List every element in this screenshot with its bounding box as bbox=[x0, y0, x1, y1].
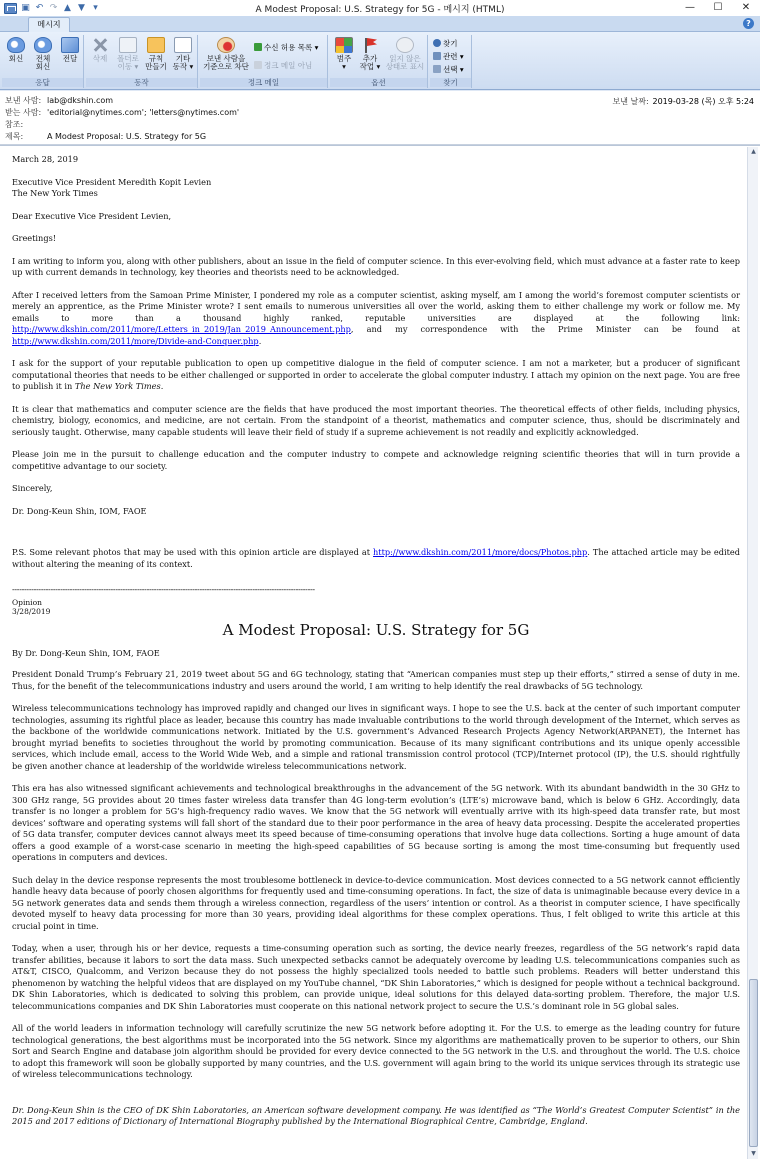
message-content bbox=[12, 154, 740, 1139]
article-paragraph-4: Such delay in the device response represents the most troublesome bottleneck in device-to-device communication. Most devices connected to a 5G network cannot efficiently handle heavy data because of poorly chosen algorithms for frequently used and time-consuming operations. In fact, the size of data is unimaginable because every device in a 5G network generates data and sends them through a wireless connection, regardless of the users’ intention or control. As a theorist in computer science, I have specifically devoted myself to heavy data processing for more than 30 years, providing ideal algorithms for these complex operations. Thus, I felt obliged to write this article at this crucial point in time. bbox=[12, 874, 740, 931]
forward-button[interactable]: 전달 bbox=[58, 35, 82, 63]
subject-row bbox=[5, 131, 206, 143]
to-row bbox=[5, 107, 239, 119]
subject-label: 제목: bbox=[5, 132, 24, 141]
help-icon[interactable]: ? bbox=[743, 18, 754, 29]
flag-icon bbox=[361, 37, 379, 53]
cc-label: 참조: bbox=[5, 120, 24, 129]
subject-value: A Modest Proposal: U.S. Strategy for 5G bbox=[47, 132, 207, 141]
related-button[interactable]: 관련 ▾ bbox=[433, 52, 464, 61]
article-paragraph-5: Today, when a user, through his or her device, requests a time-consuming operation such as sorting, the device nearly freezes, regardless of the 5G network’s rapid data transfer abilities, because it labors to sort the data mass. Such unexpected setbacks cannot be adequately overcome by leading U.S. telecommunications companies such as AT&T, CISCO, Qualcomm, and Verizon because they do not possess the highly specialized tools needed to battle such problems. Readers will better understand this phenomenon by watching the helpful videos that are displayed on my YouTube channel, “DK Shin Laboratories,” which is designed for people without a technical background. DK Shin Laboratories, which is dedicated to solving this problem, can provide unique, ideal solutions for this delayed data-sorting problem. Therefore, the major U.S. telecommunications companies and DK Shin Laboratories must cooperate on this national network project to secure the U.S.’s dominant role in 5G global sales. bbox=[12, 943, 740, 1011]
sent-label: 보낸 날짜: bbox=[612, 97, 649, 106]
ribbon-group-junk bbox=[200, 35, 328, 88]
document-icon bbox=[174, 37, 192, 53]
close-button[interactable]: ✕ bbox=[741, 2, 751, 13]
reply-all-button[interactable]: 전체 회신 bbox=[30, 35, 56, 71]
scrollbar-thumb[interactable] bbox=[749, 979, 758, 1147]
outlook-message-icon[interactable] bbox=[4, 3, 17, 14]
delete-icon bbox=[91, 37, 109, 53]
sent-row bbox=[612, 96, 754, 107]
related-icon bbox=[433, 52, 441, 60]
ribbon bbox=[0, 32, 760, 90]
group-label-respond: 응답 bbox=[2, 78, 83, 87]
reply-icon bbox=[7, 37, 25, 53]
other-actions-button[interactable]: 기타 동작 ▾ bbox=[170, 35, 196, 71]
block-sender-icon bbox=[217, 37, 235, 53]
letter-paragraph-4: It is clear that mathematics and computer science are the fields that have produced the most important theories. The theoretical effects of other fields, including physics, chemistry, biology, economics, and medicine, are not certain. From the standpoint of a theorist, mathematics and computer science, thus, should be discriminately and seriously taught. Otherwise, many capable students will leave their field of study if a supreme achievement is not readily and explicitly acknowledged. bbox=[12, 403, 740, 437]
rules-icon bbox=[147, 37, 165, 53]
vertical-scrollbar[interactable] bbox=[747, 147, 758, 1159]
reply-button[interactable]: 회신 bbox=[4, 35, 28, 63]
tab-message[interactable]: 메시지 bbox=[28, 17, 70, 32]
categorize-icon bbox=[335, 37, 353, 53]
from-value[interactable]: lab@dkshin.com bbox=[47, 96, 114, 105]
article-paragraph-6: All of the world leaders in information technology will carefully scrutinize the new 5G network before adopting it. For the U.S. to emerge as the leading country for future technological generations, the best algorithms must be incorporated into the 5G network. Since my algorithms are mathematically proven to be superior to others, our Shin Sort and Search Engine and database join algorithm should be provided for every device connected to the 5G network in the U.S. and throughout the world. The U.S. choice to adopt this framework will soon be globally supported by many countries, and the U.S. government will again bring to the world its unique services through its strategic use of wireless telecommunications technology. bbox=[12, 1023, 740, 1079]
mark-unread-icon bbox=[396, 37, 414, 53]
ribbon-group-actions bbox=[86, 35, 198, 88]
recipient-line-2: The New York Times bbox=[12, 188, 98, 198]
letter-paragraph-3: I ask for the support of your reputable publication to open up competitive dialogue in the field of computer science. I am not a marketer, but a producer of significant computational theories that needs to be either challenged or supported in order to accelerate the global computer industry. I attach my opinion on the next page. You are free to publish it in The New York Times. bbox=[12, 358, 740, 391]
move-folder-icon bbox=[119, 37, 137, 53]
letter-paragraph-1: I am writing to inform you, along with other publishers, about an issue in the field of computer science. In this ever-evolving field, which must advance at a faster rate to keep up with current demands in technology, key theories and theorists need to be acknowledged. bbox=[12, 255, 740, 277]
group-label-options: 옵션 bbox=[330, 78, 427, 87]
move-to-folder-button[interactable]: 폴더로 이동 ▾ bbox=[114, 35, 142, 71]
postscript: P.S. Some relevant photos that may be used with this opinion article are displayed at http://www.dkshin.com/2011/more/docs/Photos.php. The attached article may be edited without altering the meaning of its context. bbox=[12, 547, 741, 569]
article-byline: By Dr. Dong-Keun Shin, IOM, FAOE bbox=[12, 647, 160, 658]
save-icon[interactable]: ▣ bbox=[21, 2, 30, 13]
select-icon bbox=[433, 65, 441, 73]
group-label-find: 찾기 bbox=[430, 78, 471, 87]
author-bio: Dr. Dong-Keun Shin is the CEO of DK Shin Laboratories, an American software development company. He was identified as “The World’s Greatest Computer Scientist” in the 2015 and 2017 editions of Dictionary of International Biography published by the International Biographical Centre, Cambridge, England. bbox=[12, 1104, 740, 1126]
recipient-line-1: Executive Vice President Meredith Kopit Levien bbox=[12, 176, 212, 187]
maximize-button[interactable]: ☐ bbox=[713, 2, 723, 13]
redo-icon[interactable]: ↷ bbox=[49, 2, 58, 13]
article-paragraph-1: President Donald Trump’s February 21, 2019 tweet about 5G and 6G technology, stating that “American companies must step up their efforts,” stirred a sense of duty in me. Thus, for the benefit of the telecommunications industry and users around the world, I am writing to help identify the real drawbacks of 5G technology. bbox=[12, 669, 740, 691]
arrow-up-icon[interactable]: ▲ bbox=[64, 2, 71, 13]
reply-all-icon bbox=[34, 37, 52, 53]
divider-line: ------------------------------------------------------------------------------------------------------------------------------ bbox=[12, 585, 315, 594]
scroll-down-icon[interactable]: ▼ bbox=[751, 1150, 756, 1157]
title-bar bbox=[0, 0, 760, 16]
greeting: Greetings! bbox=[12, 233, 57, 243]
minimize-button[interactable]: — bbox=[685, 2, 695, 13]
arrow-down-icon[interactable]: ▼ bbox=[78, 2, 85, 13]
salutation: Dear Executive Vice President Levien, bbox=[12, 210, 172, 221]
letter-paragraph-2: After I received letters from the Samoan Prime Minister, I pondered my role as a computer scientist, asking myself, am I among the world’s foremost computer scientists or merely an apprentice, as the Prime Minister wrote? I sent emails to numerous universities all over the world, asking them to either challenge my work or follow me. My emails to more than a thousand highly ranked, reputable universities are displayed at the following link: http://www.dkshin.com/2011/more/Letters_in_2019/Jan_2019_Announcement.php, and my correspondence with the Prime Minister can be found at http://www.dkshin.com/2011/more/Divide-and-Conquer.php. bbox=[12, 289, 740, 346]
forward-icon bbox=[61, 37, 79, 53]
article-date: 3/28/2019 bbox=[12, 606, 51, 616]
window-title: A Modest Proposal: U.S. Strategy for 5G - 메시지 (HTML) bbox=[255, 5, 505, 15]
photos-link[interactable]: http://www.dkshin.com/2011/more/docs/Photos.php bbox=[373, 547, 588, 557]
delete-button[interactable]: 삭제 bbox=[88, 35, 112, 63]
group-label-actions: 동작 bbox=[86, 78, 197, 87]
article-title: A Modest Proposal: U.S. Strategy for 5G bbox=[222, 620, 530, 639]
find-button[interactable]: 찾기 bbox=[433, 39, 458, 48]
message-header-pane bbox=[0, 91, 760, 145]
undo-icon[interactable]: ↶ bbox=[35, 2, 44, 13]
closing: Sincerely, bbox=[12, 483, 53, 493]
block-sender-button[interactable]: 보낸 사람을 기준으로 차단 bbox=[202, 35, 250, 71]
create-rule-button[interactable]: 규칙 만들기 bbox=[142, 35, 170, 71]
article-section: Opinion bbox=[12, 597, 42, 607]
article-paragraph-3: This era has also witnessed significant achievements and technological breakthroughs in the advancement of the 5G network. With its abundant bandwidth in the 30 GHz to 300 GHz range, 5G provides about 20 times faster wireless data transfer than 4G long-term evolution’s (LTE’s) microwave band, which is below 6 GHz. Accordingly, data transfer is no longer a problem for 5G’s high-frequency radio waves. We know that the 5G network will eventually arrive with its high-speed data transfer rate, but most devices’ software and operating systems will fall short of the standard due to their poor performance in the area of heavy data processing. Despite the accelerated properties of 5G data transfer, computer devices cannot always meet its speed because of time-consuming operations that involve huge data collections. Sorting a huge amount of data offers a good example of a worst-case scenario in meeting the high-speed capabilities of 5G because sorting is among the most time-consuming but frequently used operations in computers and devices. bbox=[12, 783, 740, 862]
divide-and-conquer-link[interactable]: http://www.dkshin.com/2011/more/Divide-and-Conquer.php bbox=[12, 335, 259, 346]
ribbon-group-options bbox=[330, 35, 428, 88]
group-label-junk: 정크 메일 bbox=[200, 78, 327, 87]
not-junk-icon bbox=[254, 61, 262, 69]
quick-access-toolbar bbox=[0, 3, 101, 14]
letter-date: March 28, 2019 bbox=[12, 154, 79, 164]
customize-qat-icon[interactable]: ▾ bbox=[93, 2, 98, 13]
letter-paragraph-5: Please join me in the pursuit to challenge education and the computer industry to compete and acknowledge reigning scientific theories that will in turn provide a competitive advantage to our society. bbox=[12, 449, 740, 471]
binoculars-icon bbox=[433, 39, 441, 47]
window-controls bbox=[676, 0, 760, 16]
ribbon-tab-strip bbox=[0, 16, 760, 32]
safe-list-button[interactable]: 수신 허용 목록 ▾ bbox=[254, 43, 318, 52]
message-body[interactable] bbox=[0, 145, 760, 1162]
sent-value: 2019-03-28 (목) 오후 5:24 bbox=[652, 97, 754, 106]
cc-row bbox=[5, 119, 47, 131]
ribbon-group-respond bbox=[2, 35, 84, 88]
announcement-link[interactable]: http://www.dkshin.com/2011/more/Letters_in_2019/Jan_2019_Announcement.php bbox=[12, 324, 351, 334]
from-row bbox=[5, 95, 113, 107]
article-paragraph-2: Wireless telecommunications technology has improved rapidly and changed our lives in significant ways. I hope to see the U.S. back at the center of such important computer technologies, assuming its rightful place as leader, because this country has made invaluable contributions to the world through development of the Internet, which serves as the backbone of the worldwide communications network. Initiated by the U.S. government’s Advanced Research Projects Agency Network(ARPANET), the Internet has brought myriad benefits to societies throughout the world by promoting communication. Because of its many significant contributions and its unique openly accessible services, which include email, access to the World Wide Web, and a simple and rational transmission control protocol (TCP)/Internet protocol (IP), the U.S. should rightfully be given another chance at leadership of the worldwide wireless telecommunications network. bbox=[12, 703, 740, 771]
scroll-up-icon[interactable]: ▲ bbox=[751, 148, 756, 155]
to-value[interactable]: 'editorial@nytimes.com'; 'letters@nytimes.com' bbox=[47, 108, 240, 117]
categorize-button[interactable]: 범주 ▾ bbox=[332, 35, 356, 71]
safe-list-icon bbox=[254, 43, 262, 51]
to-label: 받는 사람: bbox=[5, 108, 42, 117]
from-label: 보낸 사람: bbox=[5, 96, 42, 105]
mark-unread-button[interactable]: 읽지 않은 상태로 표시 bbox=[384, 35, 426, 71]
signature: Dr. Dong-Keun Shin, IOM, FAOE bbox=[12, 505, 147, 516]
not-junk-button[interactable]: 정크 메일 아님 bbox=[254, 61, 312, 70]
ribbon-group-find bbox=[430, 35, 472, 88]
select-button[interactable]: 선택 ▾ bbox=[433, 65, 464, 74]
follow-up-button[interactable]: 추가 작업 ▾ bbox=[358, 35, 382, 71]
